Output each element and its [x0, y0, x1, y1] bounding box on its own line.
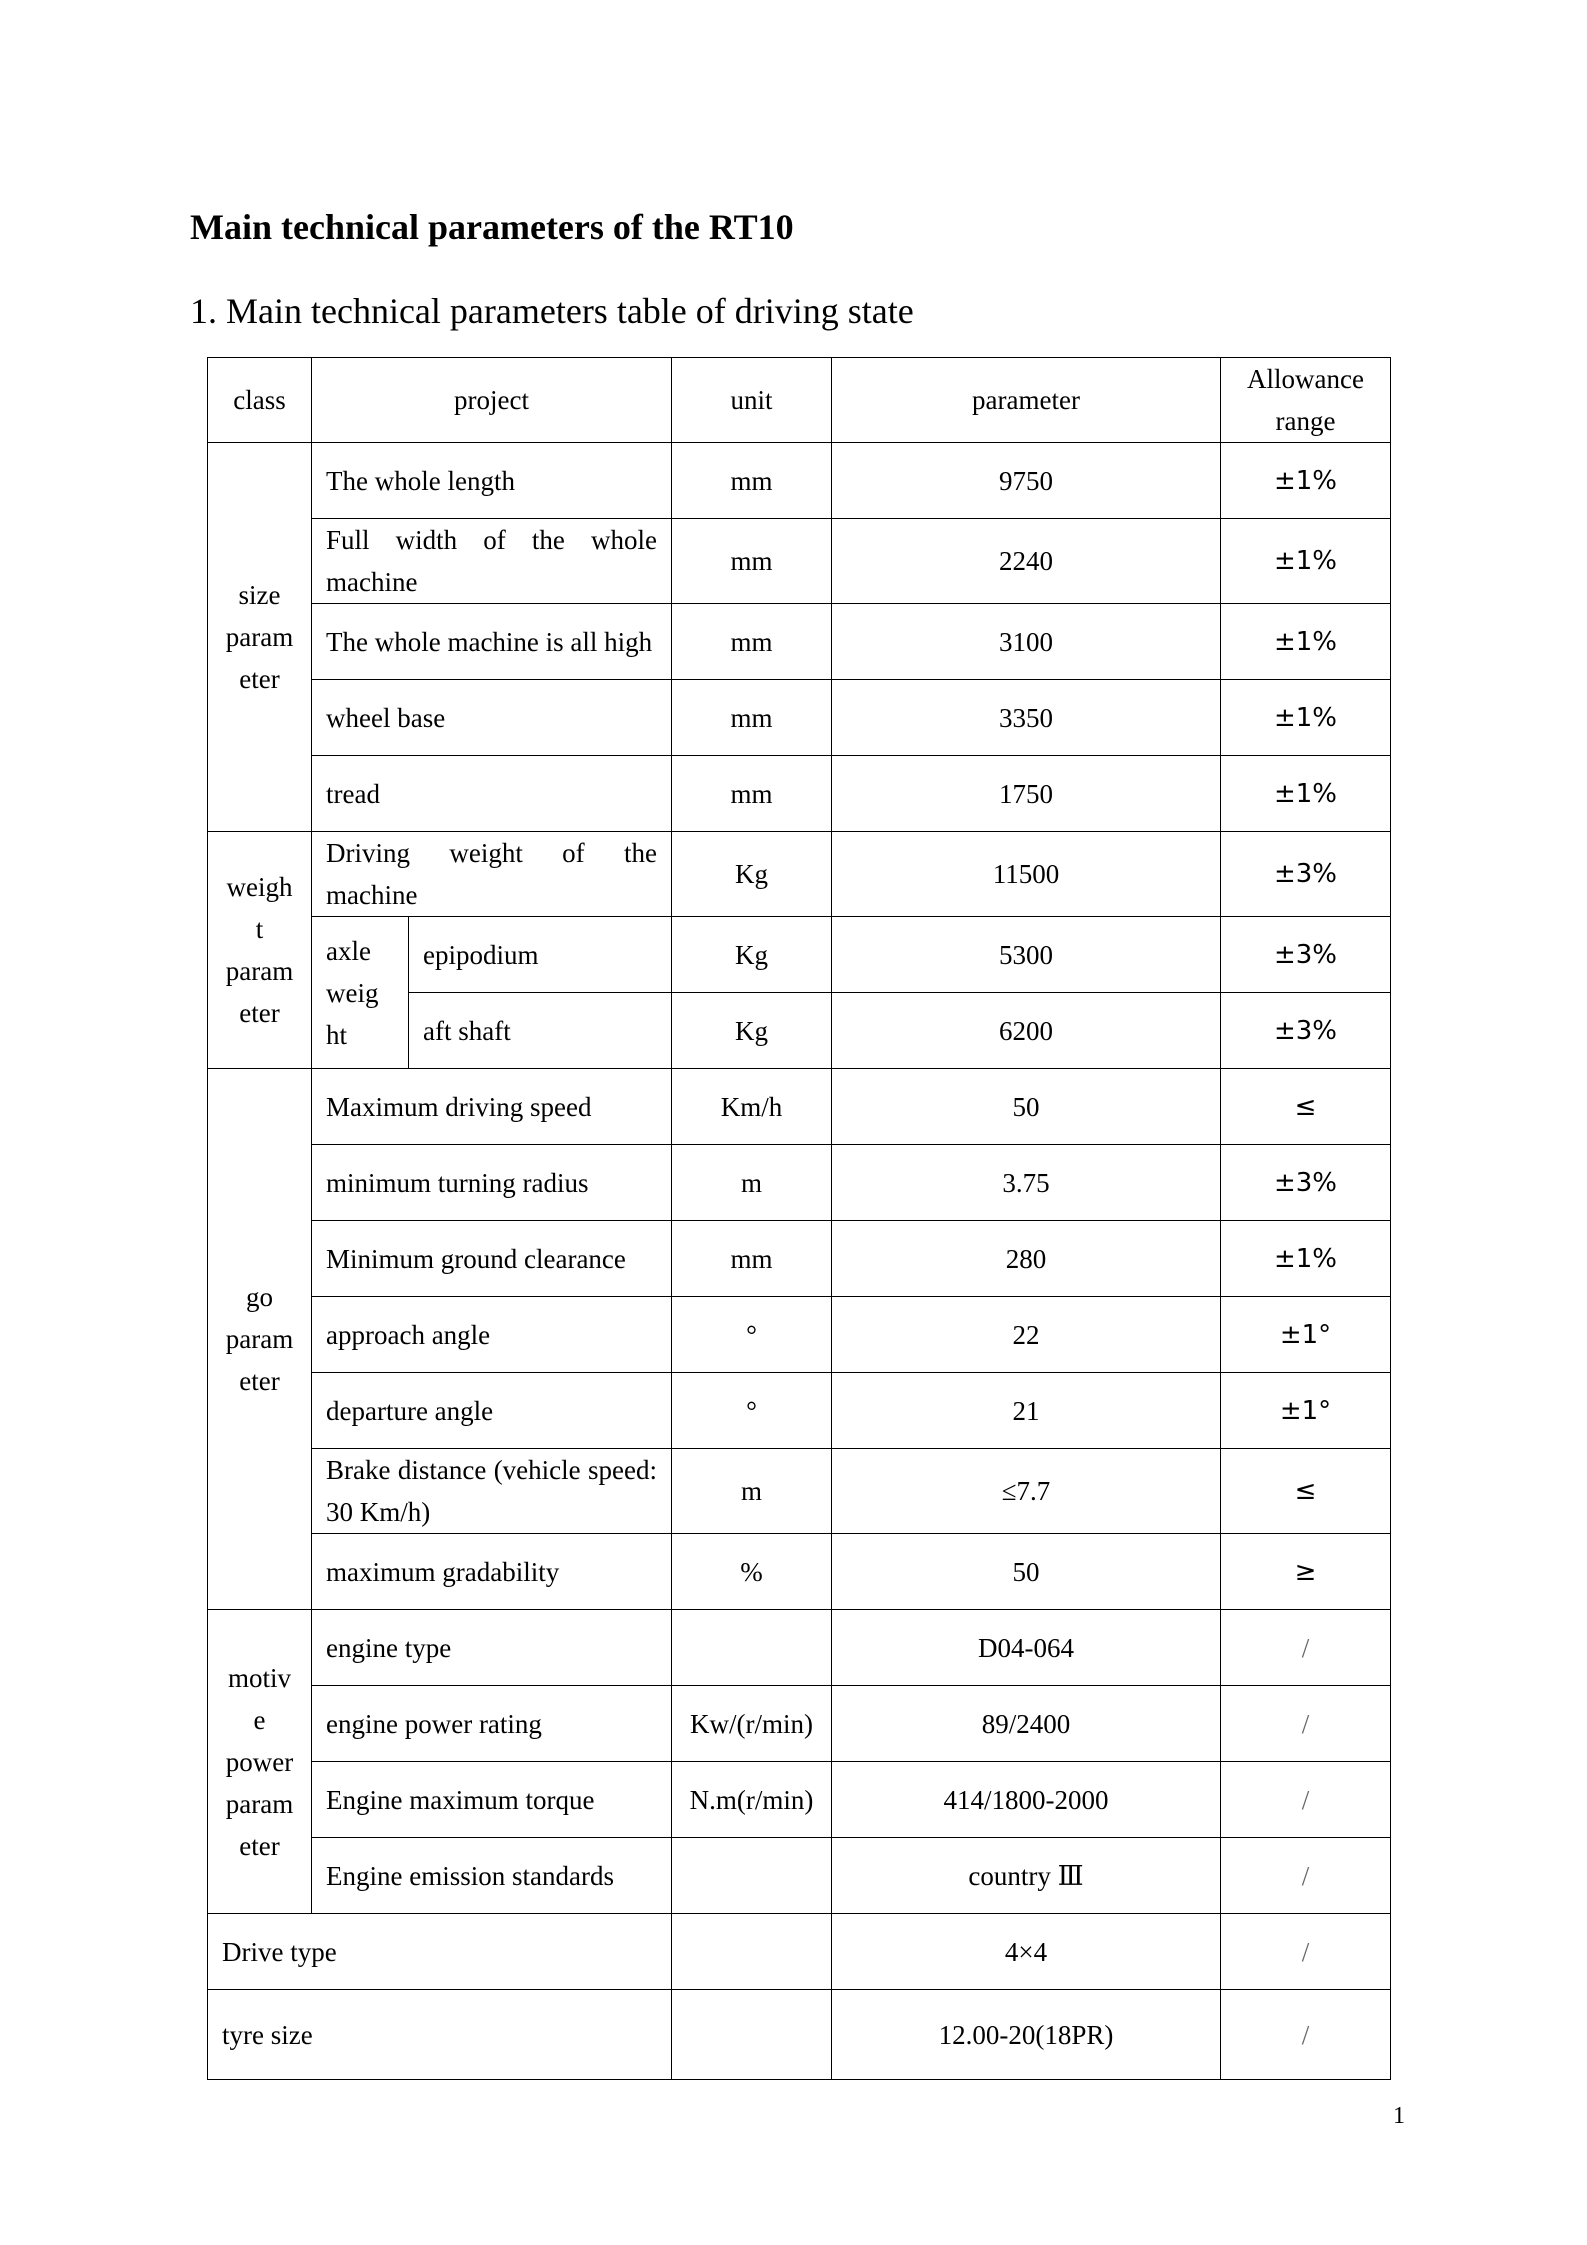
class-power: motiv e power param eter	[208, 1610, 312, 1914]
row-allowance: ±3%	[1221, 832, 1391, 917]
row-parameter: 3350	[832, 680, 1221, 756]
row-project: Driving weight of the machine	[312, 832, 672, 917]
row-unit	[672, 1990, 832, 2080]
table-row	[208, 604, 1391, 680]
row-project: aft shaft	[409, 993, 672, 1069]
table-row	[208, 1449, 1391, 1534]
row-allowance: ±3%	[1221, 993, 1391, 1069]
row-project: Minimum ground clearance	[312, 1221, 672, 1297]
row-unit	[672, 1914, 832, 1990]
table-row	[208, 1373, 1391, 1449]
row-unit: mm	[672, 1221, 832, 1297]
row-unit: mm	[672, 756, 832, 832]
row-unit: N.m(r/min)	[672, 1762, 832, 1838]
row-project: Full width of the whole machine	[312, 519, 672, 604]
row-unit: Km/h	[672, 1069, 832, 1145]
table-row	[208, 1990, 1391, 2080]
axle-weight-label: axle weig ht	[312, 917, 409, 1069]
header-unit: unit	[672, 358, 832, 443]
row-parameter: 89/2400	[832, 1686, 1221, 1762]
table-row	[208, 1534, 1391, 1610]
row-unit: °	[672, 1297, 832, 1373]
page-number: 1	[1393, 2103, 1405, 2129]
header-class: class	[208, 358, 312, 443]
row-allowance: ≤	[1221, 1449, 1391, 1534]
table-row	[208, 1610, 1391, 1686]
row-parameter: ≤7.7	[832, 1449, 1221, 1534]
row-parameter: 12.00-20(18PR)	[832, 1990, 1221, 2080]
table-row	[208, 1914, 1391, 1990]
row-project: epipodium	[409, 917, 672, 993]
row-allowance: ≥	[1221, 1534, 1391, 1610]
row-unit: mm	[672, 519, 832, 604]
table-row	[208, 680, 1391, 756]
row-allowance: /	[1221, 1838, 1391, 1914]
row-parameter: 3.75	[832, 1145, 1221, 1221]
row-project: The whole machine is all high	[312, 604, 672, 680]
row-allowance: /	[1221, 1610, 1391, 1686]
row-project: wheel base	[312, 680, 672, 756]
row-parameter: 414/1800-2000	[832, 1762, 1221, 1838]
row-unit: Kg	[672, 993, 832, 1069]
header-row	[208, 358, 1391, 443]
row-unit: mm	[672, 680, 832, 756]
table-row	[208, 1069, 1391, 1145]
table-row	[208, 1838, 1391, 1914]
table-row	[208, 756, 1391, 832]
table-row	[208, 1762, 1391, 1838]
header-parameter: parameter	[832, 358, 1221, 443]
row-project: tyre size	[208, 1990, 672, 2080]
row-parameter: 22	[832, 1297, 1221, 1373]
row-project: engine power rating	[312, 1686, 672, 1762]
row-allowance: ±1°	[1221, 1373, 1391, 1449]
row-unit: %	[672, 1534, 832, 1610]
class-size: size param eter	[208, 443, 312, 832]
row-allowance: ≤	[1221, 1069, 1391, 1145]
table-row	[208, 443, 1391, 519]
header-allowance: Allowance range	[1221, 358, 1391, 443]
row-unit	[672, 1838, 832, 1914]
row-unit: Kw/(r/min)	[672, 1686, 832, 1762]
row-allowance: ±1%	[1221, 1221, 1391, 1297]
row-unit: m	[672, 1449, 832, 1534]
row-project: departure angle	[312, 1373, 672, 1449]
table-row	[208, 832, 1391, 917]
row-parameter: 1750	[832, 756, 1221, 832]
row-project: tread	[312, 756, 672, 832]
class-weight: weigh t param eter	[208, 832, 312, 1069]
row-allowance: ±3%	[1221, 917, 1391, 993]
row-project: Engine maximum torque	[312, 1762, 672, 1838]
row-parameter: D04-064	[832, 1610, 1221, 1686]
row-parameter: 50	[832, 1534, 1221, 1610]
row-parameter: 50	[832, 1069, 1221, 1145]
table-row	[208, 1145, 1391, 1221]
row-allowance: ±1%	[1221, 604, 1391, 680]
row-parameter: 280	[832, 1221, 1221, 1297]
row-unit: °	[672, 1373, 832, 1449]
row-parameter: 9750	[832, 443, 1221, 519]
row-allowance: ±1%	[1221, 756, 1391, 832]
row-project: Brake distance (vehicle speed: 30 Km/h)	[312, 1449, 672, 1534]
row-unit: mm	[672, 443, 832, 519]
row-project: Engine emission standards	[312, 1838, 672, 1914]
row-allowance: ±3%	[1221, 1145, 1391, 1221]
row-project: Drive type	[208, 1914, 672, 1990]
row-allowance: ±1%	[1221, 443, 1391, 519]
row-parameter: 21	[832, 1373, 1221, 1449]
row-allowance: /	[1221, 1914, 1391, 1990]
table-row	[208, 1686, 1391, 1762]
class-go: go param eter	[208, 1069, 312, 1610]
row-parameter: 3100	[832, 604, 1221, 680]
table-row	[208, 519, 1391, 604]
row-parameter: 5300	[832, 917, 1221, 993]
row-parameter: 2240	[832, 519, 1221, 604]
table-row	[208, 1221, 1391, 1297]
header-project: project	[312, 358, 672, 443]
parameters-table	[207, 357, 1391, 2080]
row-allowance: /	[1221, 1990, 1391, 2080]
row-parameter: country Ⅲ	[832, 1838, 1221, 1914]
row-unit: Kg	[672, 832, 832, 917]
row-unit	[672, 1610, 832, 1686]
row-unit: m	[672, 1145, 832, 1221]
row-allowance: ±1%	[1221, 519, 1391, 604]
row-project: minimum turning radius	[312, 1145, 672, 1221]
row-allowance: /	[1221, 1686, 1391, 1762]
row-project: engine type	[312, 1610, 672, 1686]
row-project: Maximum driving speed	[312, 1069, 672, 1145]
row-parameter: 6200	[832, 993, 1221, 1069]
row-allowance: /	[1221, 1762, 1391, 1838]
section-heading: 1. Main technical parameters table of driving state	[190, 291, 914, 331]
row-parameter: 4×4	[832, 1914, 1221, 1990]
table-row	[208, 917, 1391, 993]
row-unit: mm	[672, 604, 832, 680]
row-project: The whole length	[312, 443, 672, 519]
document-title: Main technical parameters of the RT10	[190, 207, 794, 247]
row-unit: Kg	[672, 917, 832, 993]
table-row	[208, 1297, 1391, 1373]
row-project: maximum gradability	[312, 1534, 672, 1610]
row-allowance: ±1%	[1221, 680, 1391, 756]
row-parameter: 11500	[832, 832, 1221, 917]
row-project: approach angle	[312, 1297, 672, 1373]
row-allowance: ±1°	[1221, 1297, 1391, 1373]
